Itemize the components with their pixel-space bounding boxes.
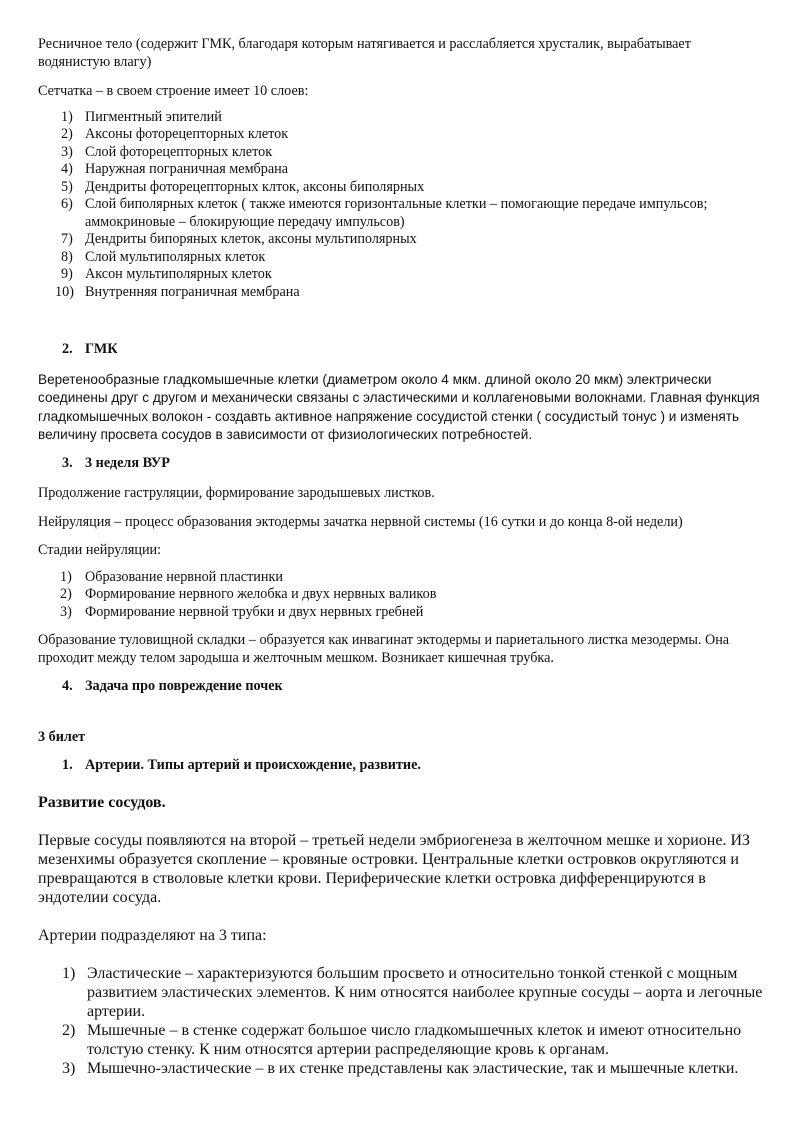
retina-layers-list [38,109,763,302]
gastrulation-paragraph: Продолжение гаструляции, формирование зародышевых листков. [38,485,435,502]
list-item: 5) Дендриты фоторецепторных клток, аксоны биполярных [61,178,425,195]
artery-types-intro: Артерии подразделяют на 3 типа: [38,926,267,944]
list-item: 4) Наружная пограничная мембрана [61,161,289,177]
retina-paragraph: Сетчатка – в своем строение имеет 10 слоев: [38,83,309,99]
list-item: 1) Образование нервной пластинки [60,568,283,585]
neurulation-stages-label: Стадии нейруляции: [38,542,162,559]
list-item: 3) Мышечно-эластические – в их стенке представлены как эластические, так и мышечные клетки. [62,1059,739,1077]
neurulation-stages-list [38,569,763,622]
list-item: 1) Пигментный эпителий [61,108,222,125]
trunk-fold-paragraph: Образование туловищной складки – образуется как инвагинат эктодермы и париетального листка мезодермы. Она проходит между телом зародыша и желточным мешком. Возникает кишечная трубка. [38,632,730,666]
list-item: 3) Формирование нервной трубки и двух нервных гребней [60,603,424,620]
ciliary-body-paragraph: Ресничное тело (содержит ГМК, благодаря которым натягивается и расслабляется хрусталик, вырабатывает водянистую влагу) [38,36,691,70]
list-item: 10) Внутренняя пограничная мембрана [55,283,300,300]
list-item: 2) Формирование нервного желобка и двух нервных валиков [60,586,437,603]
artery-types-list [38,964,763,1078]
list-item: 3) Слой фоторецепторных клеток [61,143,273,160]
list-item: 6) Слой биполярных клеток ( также имеются горизонтальные клетки – помогающие передаче импульсов; аммокриновые – блокирующие передачу импульсов) [61,196,708,230]
ticket-3-title: 3 билет [38,728,86,745]
neurulation-paragraph: Нейруляция – процесс образования эктодермы зачатка нервной системы (16 сутки и до конца 8-ой недели) [38,513,683,530]
list-item: 9) Аксон мультиполярных клеток [61,266,272,282]
list-item: 2) Мышечные – в стенке содержат большое число гладкомышечных клеток и имеют относительно толстую стенку. К ним относятся артерии распределяющие кровь к органам. [62,1021,742,1058]
section-3-heading: 3. 3 неделя ВУР [62,454,170,471]
section-4-heading: 4. Задача про повреждение почек [62,678,283,695]
section-2-heading: 2. ГМК [62,341,118,357]
document-page [38,36,763,1078]
smooth-muscle-paragraph: Веретенообразные гладкомышечные клетки (диаметром около 4 мкм. длиной около 20 мкм) электрически соединены друг с другом и механически связаны с эластическими и коллагеновыми волокнами. Главная функция гладкомышечных волокон - создавть активное напряжение сосудистой стенки ( сосудистый тонус ) и изменять величину просвета сосудов в зависимости от физиологических потребностей. [38,371,760,443]
list-item: 7) Дендриты бипоряных клеток, аксоны мультиполярных [61,231,417,247]
list-item: 8) Слой мультиполярных клеток [61,248,266,265]
list-item: 2) Аксоны фоторецепторных клеток [61,126,289,142]
list-item: 1) Эластические – характеризуются большим просвето и относительно тонкой стенкой с мощным развитием эластических элементов. К ним относятся наиболее крупные сосуды – аорта и легочные артерии. [62,964,763,1020]
vessel-development-paragraph: Первые сосуды появляются на второй – третьей недели эмбриогенеза в желточном мешке и хорионе. ИЗ мезенхимы образуется скопление – кровяные островки. Центральные клетки островков округляются и превращаются в стволовые клетки крови. Периферические клетки островка дифференцируются в эндотелии сосуда. [38,831,751,906]
ticket-3-question-1: 1. Артерии. Типы артерий и происхождение, развитие. [62,757,421,774]
vessel-development-heading: Развитие сосудов. [38,793,166,811]
